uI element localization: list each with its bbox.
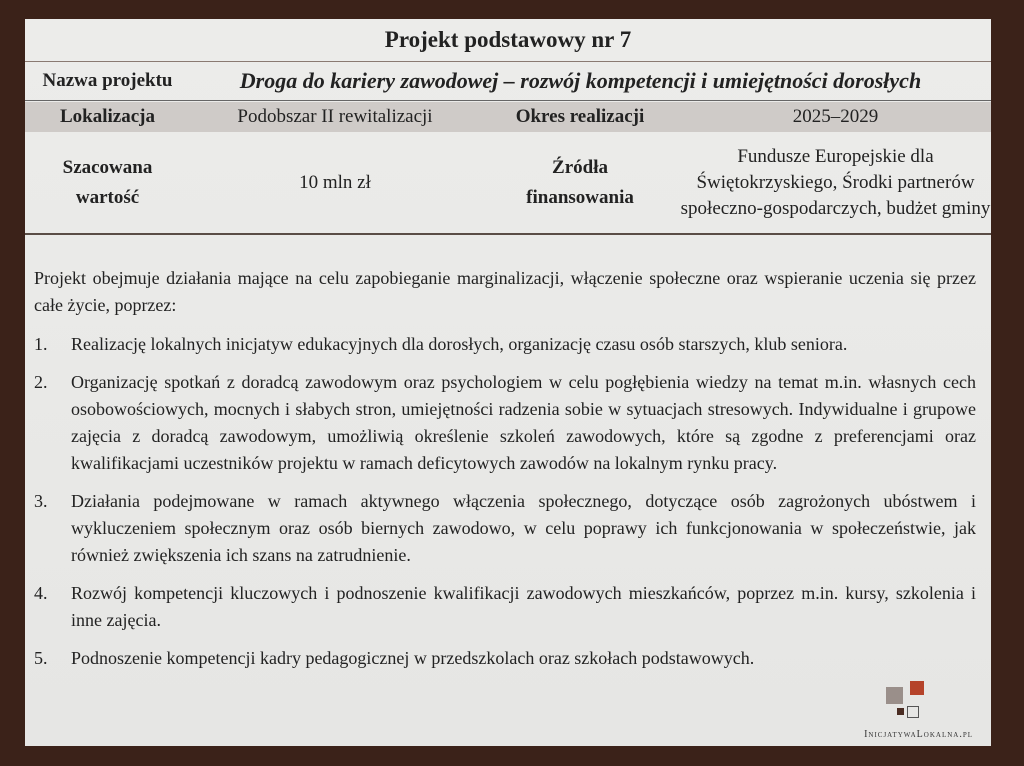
- value-label: [25, 153, 190, 213]
- location-value: Podobszar II rewitalizacji: [237, 106, 433, 127]
- location-row: [25, 102, 991, 132]
- logo-square-dark: [897, 708, 904, 715]
- list-item: [34, 331, 976, 358]
- list-item-text: Realizację lokalnych inicjatyw edukacyjnych dla dorosłych, organizację czasu osób starszych, klub seniora.: [71, 334, 848, 354]
- logo-square-outline: [907, 706, 919, 718]
- list-item-number: 1.: [34, 334, 48, 354]
- activity-list: [34, 331, 976, 672]
- brand-logo-icon: [886, 681, 926, 719]
- logo-square-red: [910, 681, 924, 695]
- funding-label: [480, 153, 680, 213]
- location-label: Lokalizacja: [60, 106, 155, 127]
- list-item-text: Rozwój kompetencji kluczowych i podnoszenie kwalifikacji zawodowych mieszkańców, poprzez m.in. kursy, szkolenia i inne zajęcia.: [71, 583, 976, 630]
- project-name-row: [25, 62, 991, 101]
- value-label-line1: Szacowana: [62, 156, 153, 178]
- list-item-text: Podnoszenie kompetencji kadry pedagogicznej w przedszkolach oraz szkołach podstawowych.: [71, 648, 755, 668]
- funding-value: Fundusze Europejskie dla Świętokrzyskiego, Środki partnerów społeczno-gospodarczych, budżet gminy: [680, 145, 991, 219]
- list-item: [34, 369, 976, 477]
- period-value: 2025–2029: [792, 106, 879, 127]
- project-name-label: Nazwa projektu: [42, 70, 173, 91]
- list-item: [34, 580, 976, 634]
- value-funding-row: [25, 132, 991, 235]
- intro-paragraph: Projekt obejmuje działania mające na celu zapobieganie marginalizacji, włączenie społeczne oraz wspieranie uczenia się przez całe życie, poprzez:: [34, 268, 976, 315]
- list-item-number: 5.: [34, 648, 48, 668]
- brand-text: InicjatywaLokalna.pl: [864, 729, 973, 740]
- list-item: [34, 488, 976, 569]
- slide: [25, 19, 991, 746]
- logo-square-gray: [886, 687, 903, 704]
- description: [34, 265, 976, 683]
- list-item-text: Działania podejmowane w ramach aktywnego włączenia społecznego, dotyczące osób zagrożonych ubóstwem i wykluczeniem społecznym oraz osób biernych zawodowo, w celu poprawy ich funkcjonowania w społeczeństwie, jak również zwiększenia ich szans na zatrudnienie.: [71, 491, 976, 565]
- list-item-number: 4.: [34, 583, 48, 603]
- project-name-value: Droga do kariery zawodowej – rozwój kompetencji i umiejętności dorosłych: [239, 68, 922, 93]
- list-item: [34, 645, 976, 672]
- list-item-number: 3.: [34, 491, 48, 511]
- value-value: 10 mln zł: [299, 171, 371, 193]
- value-label-line2: wartość: [75, 186, 140, 208]
- period-label: Okres realizacji: [515, 106, 645, 127]
- page-title: Projekt podstawowy nr 7: [25, 19, 991, 62]
- list-item-text: Organizację spotkań z doradcą zawodowym oraz psychologiem w celu pogłębienia wiedzy na temat m.in. własnych cech osobowościowych, mocnych i słabych stron, umiejętności radzenia sobie w sytuacjach stresowych. Indywidualne i grupowe zajęcia z doradcą zawodowym, umożliwią określenie szkoleń zawodowych, które są zgodne z preferencjami oraz kwalifikacjami uczestników projektu w ramach deficytowych zawodów na lokalnym rynku pracy.: [71, 372, 976, 473]
- funding-label-line1: Źródła: [552, 156, 608, 178]
- list-item-number: 2.: [34, 372, 48, 392]
- funding-label-line2: finansowania: [526, 186, 634, 208]
